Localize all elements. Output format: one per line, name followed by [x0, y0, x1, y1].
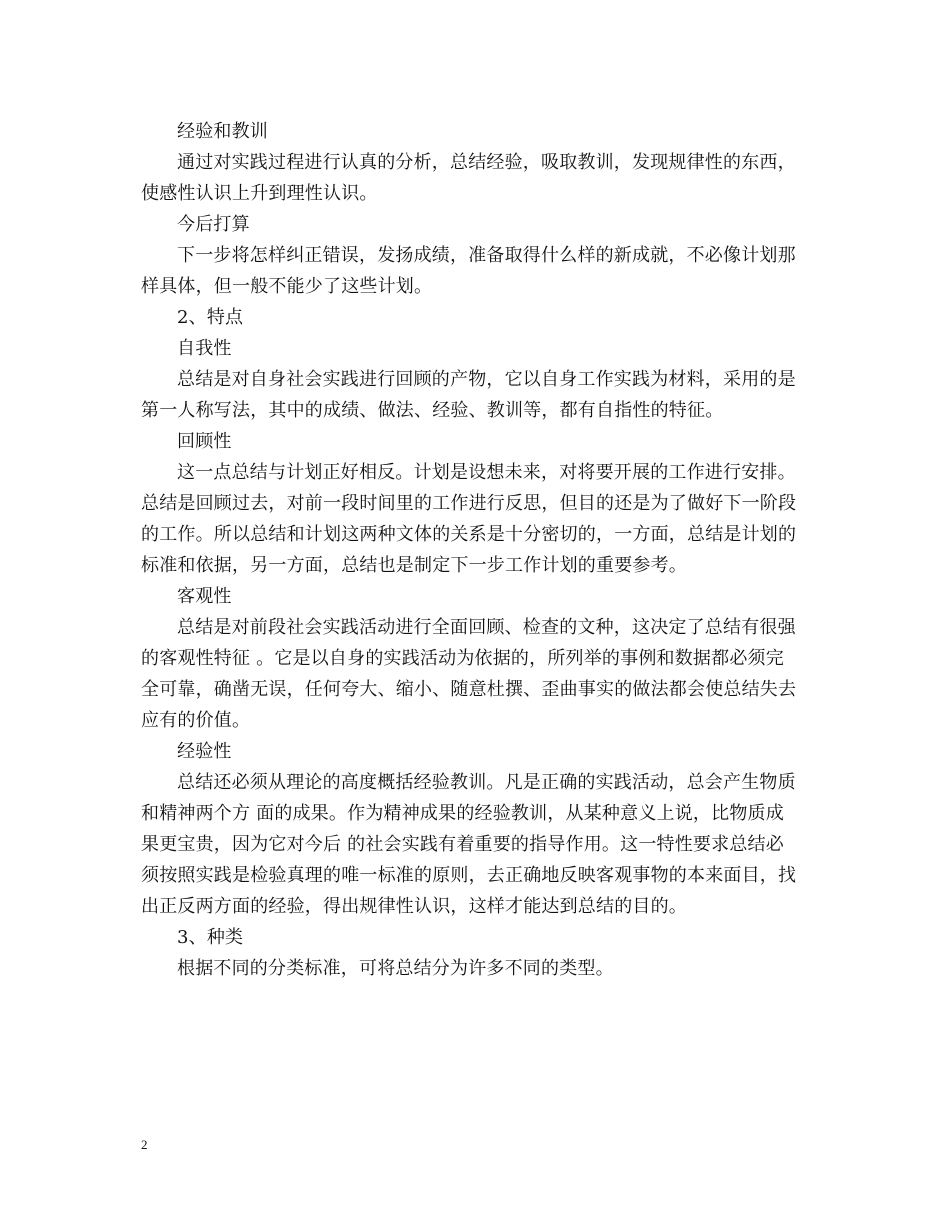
- text-line: 和精神两个方 面的成果。作为精神成果的经验教训，从某种意义上说，比物质成: [141, 803, 784, 824]
- text-line: 总结是对自身社会实践进行回顾的产物，它以自身工作实践为材料，采用的是: [177, 369, 796, 390]
- text-line: 使感性认识上升到理性认识。: [141, 183, 378, 204]
- text-line: 出正反两方面的经验，得出规律性认识，这样才能达到总结的目的。: [141, 896, 687, 917]
- text-line: 这一点总结与计划正好相反。计划是设想未来，对将要开展的工作进行安排。: [177, 462, 796, 483]
- text-line: 下一步将怎样纠正错误，发扬成绩，准备取得什么样的新成就，不必像计划那: [177, 245, 796, 266]
- text-line: 总结是对前段社会实践活动进行全面回顾、检查的文种，这决定了总结有很强: [177, 617, 796, 638]
- text-line: 根据不同的分类标准，可将总结分为许多不同的类型。: [177, 958, 614, 979]
- text-line: 总结是回顾过去，对前一段时间里的工作进行反思，但目的还是为了做好下一阶段: [141, 493, 797, 514]
- document-body: [141, 116, 813, 984]
- text-line: 2、特点: [177, 307, 244, 328]
- text-line: 客观性: [177, 586, 232, 607]
- text-line: 应有的价值。: [141, 710, 251, 731]
- text-line: 第一人称写法，其中的成绩、做法、经验、教训等，都有自指性的特征。: [141, 400, 724, 421]
- text-line: 3、种类: [177, 927, 244, 948]
- text-line: 须按照实践是检验真理的唯一标准的原则，去正确地反映客观事物的本来面目，找: [141, 865, 797, 886]
- text-line: 的客观性特征 。它是以自身的实践活动为依据的，所列举的事例和数据都必须完: [141, 648, 784, 669]
- text-line: 全可靠，确凿无误，任何夸大、缩小、随意杜撰、歪曲事实的做法都会使总结失去: [141, 679, 797, 700]
- page-number: 2: [141, 1137, 148, 1152]
- text-line: 的工作。所以总结和计划这两种文体的关系是十分密切的，一方面，总结是计划的: [141, 524, 797, 545]
- text-line: 样具体，但一般不能少了这些计划。: [141, 276, 433, 297]
- text-line: 经验性: [177, 741, 232, 762]
- text-line: 回顾性: [177, 431, 232, 452]
- text-line: 总结还必须从理论的高度概括经验教训。凡是正确的实践活动，总会产生物质: [177, 772, 796, 793]
- text-line: 自我性: [177, 338, 232, 359]
- text-line: 今后打算: [177, 214, 250, 235]
- text-line: 果更宝贵，因为它对今后 的社会实践有着重要的指导作用。这一特性要求总结必: [141, 834, 784, 855]
- text-line: 标准和依据，另一方面，总结也是制定下一步工作计划的重要参考。: [141, 555, 687, 576]
- text-line: 经验和教训: [177, 121, 268, 142]
- text-line: 通过对实践过程进行认真的分析，总结经验，吸取教训，发现规律性的东西，: [177, 152, 796, 173]
